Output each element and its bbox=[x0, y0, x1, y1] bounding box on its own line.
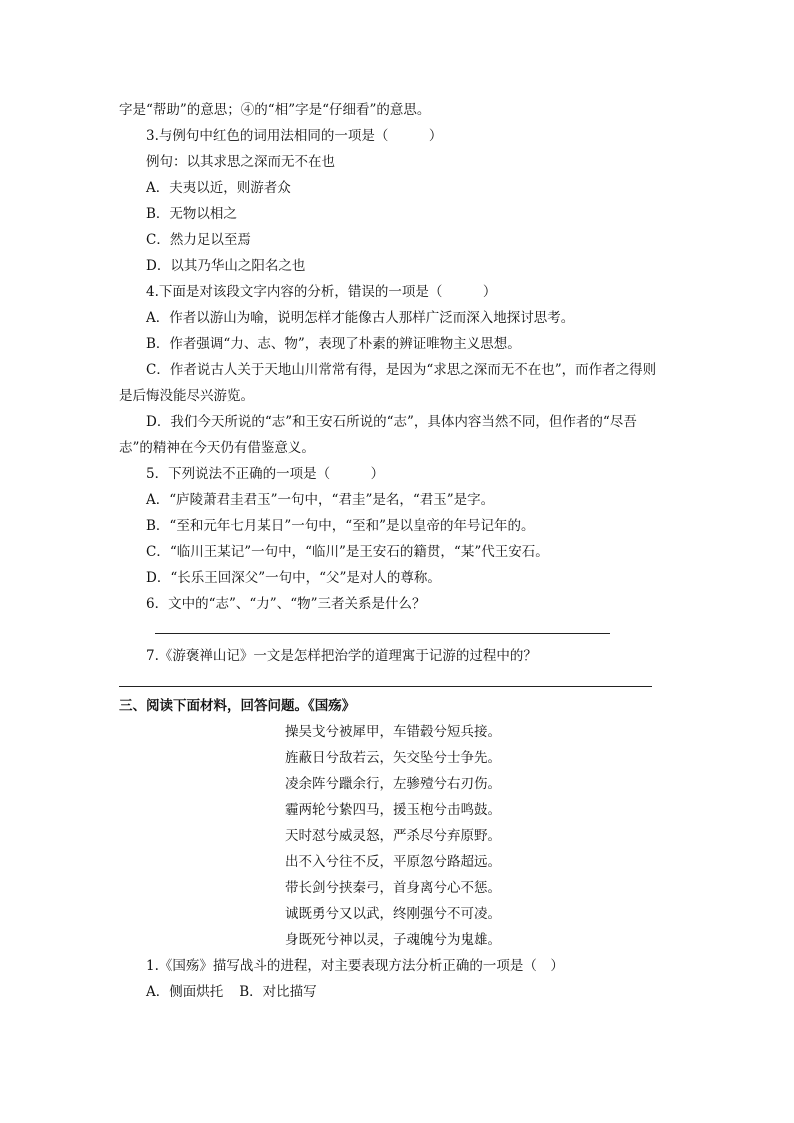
question-4-option-d: D．我们今天所说的“志”和王安石所说的“志”，具体内容当然不同，但作者的“尽吾 bbox=[146, 414, 637, 430]
question-1-stem: 1.《国殇》描写战斗的进程，对主要表现方法分析正确的一项是（ ） bbox=[146, 958, 564, 974]
poem-line: 带长剑兮挟秦弓，首身离兮心不惩。 bbox=[285, 880, 501, 896]
poem-line: 诚既勇兮又以武，终刚强兮不可凌。 bbox=[285, 906, 501, 922]
question-3-option-d: D．以其乃华山之阳名之也 bbox=[146, 258, 306, 274]
question-4-option-b: B．作者强调“力、志、物”，表现了朴素的辨证唯物主义思想。 bbox=[146, 336, 521, 352]
text-line-continuation: 字是“帮助”的意思；④的“相”字是“仔细看”的意思。 bbox=[119, 102, 431, 118]
question-3-example: 例句：以其求思之深而无不在也 bbox=[146, 154, 335, 170]
poem-line: 霾两轮兮絷四马，援玉枹兮击鸣鼓。 bbox=[285, 802, 501, 818]
question-3-option-a: A．夫夷以近，则游者众 bbox=[146, 180, 291, 196]
poem-line: 旌蔽日兮敌若云，矢交坠兮士争先。 bbox=[285, 750, 501, 766]
question-5-option-c: C．“临川王某记”一句中，“临川”是王安石的籍贯，“某”代王安石。 bbox=[146, 544, 549, 560]
question-4-option-a: A．作者以游山为喻，说明怎样才能像古人那样广泛而深入地探讨思考。 bbox=[146, 310, 575, 326]
poem-line: 天时怼兮威灵怒，严杀尽兮弃原野。 bbox=[285, 828, 501, 844]
question-4-option-c-cont: 是后悔没能尽兴游览。 bbox=[119, 388, 254, 404]
question-4-stem: 4.下面是对该段文字内容的分析，错误的一项是（ ） bbox=[146, 284, 497, 300]
question-1-option-a: A．侧面烘托 bbox=[146, 984, 224, 1000]
question-7-stem: 7.《游褒禅山记》一文是怎样把治学的道理寓于记游的过程中的？ bbox=[146, 648, 537, 664]
question-5-option-b: B．“至和元年七月某日”一句中，“至和”是以皇帝的年号记年的。 bbox=[146, 518, 535, 534]
poem-line: 凌余阵兮躐余行，左骖殪兮右刃伤。 bbox=[285, 776, 501, 792]
question-4-option-c: C．作者说古人关于天地山川常常有得，是因为“求思之深而无不在也”，而作者之得则 bbox=[146, 362, 657, 378]
question-1-option-b: B．对比描写 bbox=[239, 984, 317, 1000]
poem-line: 操吴戈兮被犀甲，车错毂兮短兵接。 bbox=[285, 724, 501, 740]
question-6-stem: 6．文中的“志”、“力”、“物”三者关系是什么？ bbox=[146, 596, 426, 612]
question-1-options bbox=[146, 983, 317, 1001]
answer-line-q6 bbox=[155, 633, 610, 634]
question-3-option-b: B．无物以相之 bbox=[146, 206, 237, 222]
question-3-stem: 3.与例句中红色的词用法相同的一项是（ ） bbox=[146, 128, 443, 144]
question-5-option-d: D．“长乐王回深父”一句中，“父”是对人的尊称。 bbox=[146, 570, 441, 586]
poem-line: 出不入兮往不反，平原忽兮路超远。 bbox=[285, 854, 501, 870]
question-3-option-c: C．然力足以至焉 bbox=[146, 232, 251, 248]
question-4-option-d-cont: 志”的精神在今天仍有借鉴意义。 bbox=[119, 440, 315, 456]
poem-line: 身既死兮神以灵，子魂魄兮为鬼雄。 bbox=[285, 932, 501, 948]
question-5-option-a: A．“庐陵萧君圭君玉”一句中，“君圭”是名，“君玉”是字。 bbox=[146, 492, 495, 508]
section-3-heading: 三、阅读下面材料，回答问题。《国殇》 bbox=[119, 698, 356, 714]
question-5-stem: 5．下列说法不正确的一项是（ ） bbox=[146, 466, 385, 482]
answer-line-q7 bbox=[119, 686, 652, 687]
